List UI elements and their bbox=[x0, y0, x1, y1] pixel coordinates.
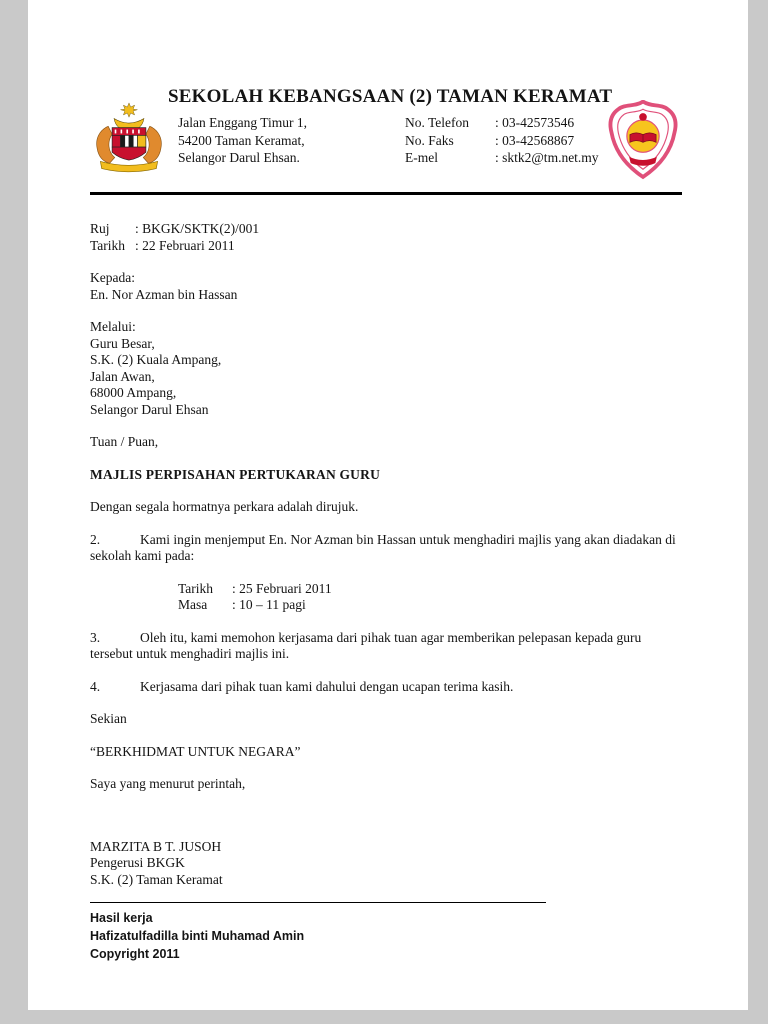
paragraph-text: Kami ingin menjemput En. Nor Azman bin Hassan untuk menghadiri majlis yang akan diadakan di sekolah kami pada: bbox=[90, 531, 676, 563]
paragraph-text: Oleh itu, kami memohon kerjasama dari pihak tuan agar memberikan pelepasan kepada guru tersebut untuk menghadiri majlis ini. bbox=[90, 629, 642, 661]
letterhead-center bbox=[168, 86, 613, 167]
date-label: Tarikh bbox=[90, 237, 126, 253]
signature-divider bbox=[90, 902, 546, 903]
contact-label: No. Telefon bbox=[405, 115, 470, 130]
reference-block bbox=[90, 221, 682, 254]
letterhead-columns bbox=[168, 114, 604, 167]
signoff-line: Saya yang menurut perintah, bbox=[90, 776, 246, 791]
signature-org: S.K. (2) Taman Keramat bbox=[90, 871, 223, 887]
event-time-value: : 10 – 11 pagi bbox=[232, 597, 306, 612]
letterhead bbox=[90, 86, 682, 180]
ref-label: Ruj bbox=[90, 221, 110, 236]
school-name: SEKOLAH KEBANGSAAN (2) TAMAN KERAMAT bbox=[168, 86, 613, 107]
school-address bbox=[178, 114, 405, 167]
credits-block bbox=[90, 909, 682, 963]
address-line: 54200 Taman Keramat, bbox=[178, 132, 305, 148]
letter-body bbox=[90, 221, 682, 963]
event-date-line bbox=[178, 581, 682, 598]
signature-title: Pengerusi BKGK bbox=[90, 855, 185, 870]
salutation: Tuan / Puan, bbox=[90, 434, 159, 449]
letter-content bbox=[28, 0, 748, 963]
date-line bbox=[90, 238, 682, 255]
date-value: : 22 Februari 2011 bbox=[135, 237, 235, 253]
address-line: Jalan Enggang Timur 1, bbox=[178, 115, 308, 130]
contact-label: No. Faks bbox=[405, 132, 454, 148]
credits-line: Hasil kerja bbox=[90, 911, 153, 925]
event-time-line bbox=[178, 597, 682, 614]
contact-value: : 03-42573546 bbox=[495, 115, 575, 130]
school-crest-logo bbox=[604, 100, 682, 180]
contact-label: E-mel bbox=[405, 150, 438, 165]
address-line: Selangor Darul Ehsan. bbox=[178, 150, 300, 165]
through-block bbox=[90, 319, 682, 418]
event-time-label: Masa bbox=[178, 597, 208, 612]
through-line: 68000 Ampang, bbox=[90, 385, 177, 400]
contact-value: : sktk2@tm.net.my bbox=[495, 150, 599, 165]
signature-block bbox=[90, 839, 682, 889]
paragraph-number: 4. bbox=[90, 678, 101, 694]
through-line: Guru Besar, bbox=[90, 335, 155, 351]
contact-row bbox=[405, 114, 599, 132]
through-line: Jalan Awan, bbox=[90, 368, 155, 384]
motto-line: “BERKHIDMAT UNTUK NEGARA” bbox=[90, 743, 301, 759]
subject-line: MAJLIS PERPISAHAN PERTUKARAN GURU bbox=[90, 466, 381, 482]
event-date-label: Tarikh bbox=[178, 580, 214, 596]
event-date-value: : 25 Februari 2011 bbox=[232, 580, 332, 596]
malaysia-coat-of-arms-logo bbox=[90, 100, 168, 176]
school-crest-icon bbox=[604, 100, 682, 180]
paragraph-number: 3. bbox=[90, 629, 101, 645]
recipient-block bbox=[90, 270, 682, 303]
paragraph-4 bbox=[90, 679, 682, 696]
closing-line: Sekian bbox=[90, 711, 127, 726]
paragraph-number: 2. bbox=[90, 531, 101, 547]
letter-page bbox=[28, 0, 748, 1010]
melalui-label: Melalui: bbox=[90, 319, 136, 334]
paragraph-3 bbox=[90, 630, 682, 663]
ref-value: : BKGK/SKTK(2)/001 bbox=[135, 221, 260, 236]
ref-line bbox=[90, 221, 682, 238]
credits-line: Copyright 2011 bbox=[90, 947, 180, 961]
paragraph-text: Kerjasama dari pihak tuan kami dahului dengan ucapan terima kasih. bbox=[140, 678, 514, 694]
contact-row bbox=[405, 132, 599, 150]
credits-line: Hafizatulfadilla binti Muhamad Amin bbox=[90, 929, 305, 943]
through-line: S.K. (2) Kuala Ampang, bbox=[90, 352, 222, 367]
school-contact bbox=[405, 114, 599, 167]
through-line: Selangor Darul Ehsan bbox=[90, 401, 209, 417]
event-details bbox=[178, 581, 682, 614]
malaysia-coat-of-arms-icon bbox=[90, 100, 168, 176]
kepada-label: Kepada: bbox=[90, 270, 135, 285]
recipient-name: En. Nor Azman bin Hassan bbox=[90, 286, 238, 302]
letterhead-divider bbox=[90, 192, 682, 195]
contact-value: : 03-42568867 bbox=[495, 132, 575, 148]
contact-row bbox=[405, 149, 599, 167]
opening-line: Dengan segala hormatnya perkara adalah dirujuk. bbox=[90, 499, 359, 514]
paragraph-2 bbox=[90, 532, 682, 565]
signature-name: MARZITA B T. JUSOH bbox=[90, 838, 222, 854]
